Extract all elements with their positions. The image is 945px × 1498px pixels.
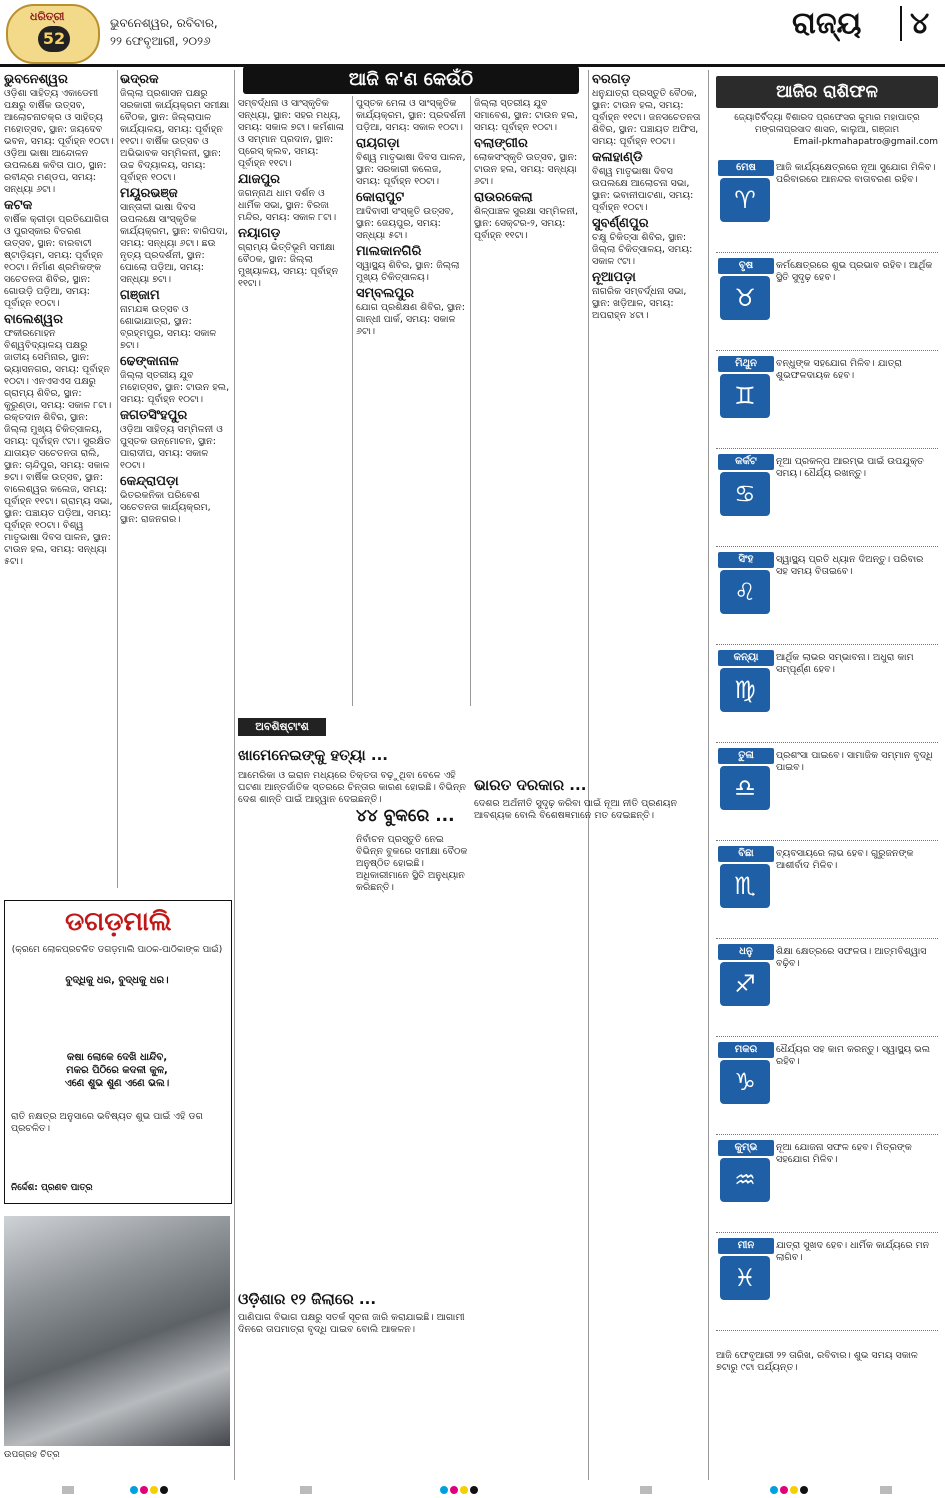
column-rule (708, 70, 709, 1480)
column-rule (352, 96, 353, 706)
dagadamali-subtitle: (କ୍ରମେ ଲୋକପ୍ରଚଳିତ ଡଗଡ଼ମାଲି ପାଠକ-ପାଠିକାଙ୍କ ପାଇଁ) (11, 945, 223, 955)
zodiac-divider (716, 1330, 938, 1337)
zodiac-label: ବୃଷ (718, 258, 774, 274)
zodiac-text: ଆର୍ଥିକ ଲାଭର ସମ୍ଭାବନା। ଅଧୁରା କାମ ସମ୍ପୂର୍ଣ୍ଣ ହେବ। (776, 652, 914, 675)
zodiac-label: ମକର (718, 1042, 774, 1058)
district-heading: ଭୁବନେଶ୍ୱର (4, 72, 68, 87)
author-email: Email-pkmahapatro@gmail.com (793, 137, 938, 147)
event-text: ବାର୍ଷିକ କ୍ରୀଡ଼ା ପ୍ରତିଯୋଗିତା ଓ ପୁରସ୍କାର ବିତରଣ ଉତ୍ସବ, ସ୍ଥାନ: ବାରବାଟୀ ଷ୍ଟାଡ଼ିୟମ, ସମୟ: ପୂର୍ବାହ୍ନ ୧୦ଟା। ନିର୍ମାଣ ଶ୍ରମିକଙ୍କ ସଚେତନତା ଶିବିର, ସ୍ଥାନ: ଗୋଉଡ଼ି ପଡ଼ିଆ, ସମୟ: ପୂର୍ବାହ୍ନ ୧୦ଟା। (4, 214, 109, 309)
article-44-blocks (356, 834, 468, 1134)
headline-odisha-12-districts: ଓଡ଼ିଶାର ୧୨ ଜିଲାରେ ... (238, 1290, 377, 1308)
district-heading: କଟକ (4, 198, 33, 213)
event-text: ଭିତରକନିକା ପରିବେଶ ସଚେତନତା କାର୍ଯ୍ୟକ୍ରମ, ସ୍ଥାନ: ରାଜନଗର। (120, 490, 211, 525)
article-text: ଦେଶର ଅର୍ଥନୀତି ସୁଦୃଢ଼ କରିବା ପାଇଁ ନୂଆ ନୀତି ପ୍ରଣୟନ ଆବଶ୍ୟକ ବୋଲି ବିଶେଷଜ୍ଞମାନେ ମତ ଦେଇଛନ୍ତି। (474, 798, 678, 821)
zodiac-label: ବିଛା (718, 846, 774, 862)
verse-line: ଏଣେ ଶୁଭ ଶୁଣ ଏଣେ ଭଲ। (64, 1078, 170, 1089)
district-heading: ରାଉରକେଲା (474, 190, 533, 205)
zodiac-icon: ♓ (720, 1256, 770, 1300)
zodiac-label: କର୍କଟ (718, 454, 774, 470)
event-text: ନାଗରିକ ସମ୍ବର୍ଦ୍ଧନା ସଭା, ସ୍ଥାନ: ଖଡ଼ିଆଳ, ସମୟ: ଅପରାହ୍ନ ୪ଟା। (592, 286, 687, 321)
zodiac-entry (716, 160, 938, 250)
article-text: ଆମେରିକା ଓ ଇରାନ ମଧ୍ୟରେ ତିକ୍ତତା ବଢ଼ୁଥିବା ବେଳେ ଏହି ଘଟଣା ଆନ୍ତର୍ଜାତିକ ସ୍ତରରେ ଚିନ୍ତାର କାରଣ ହୋଇଛି। ବିଭିନ୍ନ ଦେଶ ଶାନ୍ତି ପାଇଁ ଆହ୍ୱାନ ଦେଇଛନ୍ତି। (238, 770, 466, 805)
district-heading: ସୁବର୍ଣ୍ଣପୁର (592, 216, 649, 231)
event-text: ସମ୍ବର୍ଦ୍ଧନା ଓ ସାଂସ୍କୃତିକ ସନ୍ଧ୍ୟା, ସ୍ଥାନ: ସହର ମଧ୍ୟ, ସମୟ: ସକାଳ ୭ଟା। କର୍ମଶାଳା ଓ ସମ୍ମାନ ପ୍ରଦାନ, ସ୍ଥାନ: ପ୍ରେସ୍ କ୍ଲବ, ସମୟ: ପୂର୍ବାହ୍ନ ୧୧ଟା। (238, 98, 344, 169)
event-text: ବିଶ୍ୱ ମାତୃଭାଷା ଦିବସ ଉପଲକ୍ଷେ ଆଲୋଚନା ସଭା, ସ୍ଥାନ: ଭବାନୀପାଟଣା, ସମୟ: ପୂର୍ବାହ୍ନ ୧୦ଟା। (592, 166, 694, 213)
cyan-mark (440, 1486, 448, 1494)
zodiac-icon: ♑ (720, 1060, 770, 1104)
dagadamali-body: ରାତି ନକ୍ଷତ୍ର ଅନୁସାରେ ଭବିଷ୍ୟତ ଶୁଭ ପାଇଁ ଏହି ଡଗ ପ୍ରଚଳିତ। (11, 1111, 203, 1134)
zodiac-label: ମୀନ (718, 1238, 774, 1254)
event-text: ଜିଲ୍ଲା ସ୍ତରୀୟ ଯୁବ ସମାବେଶ, ସ୍ଥାନ: ଟାଉନ ହଲ, ସମୟ: ପୂର୍ବାହ୍ନ ୧୦ଟା। (474, 98, 578, 133)
article-text: ନିର୍ବାଚନ ପ୍ରସ୍ତୁତି ନେଇ ବିଭିନ୍ନ ବୁକରେ ସମୀକ୍ଷା ବୈଠକ ଅନୁଷ୍ଠିତ ହୋଇଛି। ଅଧିକାରୀମାନେ ସ୍ଥିତି ଅନୁଧ୍ୟାନ କରିଛନ୍ତି। (356, 834, 468, 893)
zodiac-label: କୁମ୍ଭ (718, 1140, 774, 1156)
zodiac-entry (716, 650, 938, 740)
cyan-mark (770, 1486, 778, 1494)
verse-line: କଷା ଲୋକେ ଦେଖି ଧାନ୍ଦିବ, (66, 1052, 168, 1063)
zodiac-text: ଶିକ୍ଷା କ୍ଷେତ୍ରରେ ସଫଳତା। ଆତ୍ମବିଶ୍ୱାସ ବଢ଼ିବ। (776, 946, 927, 969)
district-heading: ନୂଆପଡ଼ା (592, 270, 636, 285)
zodiac-icon: ♊ (720, 374, 770, 418)
rashifal-title: ଆଜିର ରାଶିଫଳ (716, 76, 938, 108)
events-column-4 (356, 98, 466, 706)
district-heading: କଳାହାଣ୍ଡି (592, 150, 643, 165)
zodiac-text: ଆଜି କାର୍ଯ୍ୟକ୍ଷେତ୍ରରେ ନୂଆ ସୁଯୋଗ ମିଳିବ। ପରିବାରରେ ଆନନ୍ଦର ବାତାବରଣ ରହିବ। (776, 162, 936, 185)
district-heading: ବଲାଙ୍ଗୀର (474, 136, 528, 151)
zodiac-text: ବନ୍ଧୁଙ୍କ ସହଯୋଗ ମିଳିବ। ଯାତ୍ରା ଶୁଭଫଳଦାୟକ ହେବ। (776, 358, 902, 381)
events-column-5 (474, 98, 584, 706)
dateline (110, 14, 218, 50)
zodiac-icon: ♉ (720, 276, 770, 320)
zodiac-entry (716, 356, 938, 446)
article-text: ପାଣିପାଗ ବିଭାଗ ପକ୍ଷରୁ ସତର୍କ ସୂଚନା ଜାରି କରାଯାଇଛି। ଆଗାମୀ ଦିନରେ ତାପମାତ୍ରା ବୃଦ୍ଧି ପାଇବ ବୋଲି ଆକଳନ। (238, 1312, 465, 1335)
zodiac-text: ନୂଆ ପ୍ରକଳ୍ପ ଆରମ୍ଭ ପାଇଁ ଉପଯୁକ୍ତ ସମୟ। ଧୈର୍ଯ୍ୟ ରଖନ୍ତୁ। (776, 456, 924, 479)
event-text: ଜଗନ୍ନାଥ ଧାମ ଦର୍ଶନ ଓ ଧାର୍ମିକ ସଭା, ସ୍ଥାନ: ବିରଜା ମନ୍ଦିର, ସମୟ: ସକାଳ ୮ଟା। (238, 188, 337, 223)
rashifal-author (716, 112, 938, 148)
zodiac-icon: ♋ (720, 472, 770, 516)
yellow-mark (150, 1486, 158, 1494)
registration-mark (62, 1486, 74, 1494)
district-heading: ନୟାଗଡ଼ (238, 226, 281, 241)
magenta-mark (140, 1486, 148, 1494)
article-india-need (474, 798, 704, 1478)
event-text: ଜିଲ୍ଲା ପ୍ରଶାସନ ପକ୍ଷରୁ ସରକାରୀ କାର୍ଯ୍ୟକ୍ରମ ସମୀକ୍ଷା ବୈଠକ, ସ୍ଥାନ: ଜିଲ୍ଲାପାଳ କାର୍ଯ୍ୟାଳୟ, ସମୟ: ପୂର୍ବାହ୍ନ ୧୧ଟା। ବାର୍ଷିକ ଉତ୍ସବ ଓ ଅଭିଭାବକ ସମ୍ମିଳନୀ, ସ୍ଥାନ: ଉଚ୍ଚ ବିଦ୍ୟାଳୟ, ସମୟ: ପୂର୍ବାହ୍ନ ୧୦ଟା। (120, 88, 230, 183)
dagadamali-box (4, 900, 232, 1204)
zodiac-label: ସିଂହ (718, 552, 774, 568)
district-heading: କୋରାପୁଟ (356, 190, 405, 205)
dagadamali-credit: ନିର୍ଦ୍ଦେଶ: ପ୍ରଣବ ପାତ୍ର (11, 1183, 93, 1193)
section-title: ରାଜ୍ୟ (792, 6, 862, 41)
cyan-mark (130, 1486, 138, 1494)
masthead (0, 0, 945, 67)
dateline-date: ୨୨ ଫେବୃଆରୀ, ୨୦୨୬ (110, 34, 211, 48)
event-text: ନାମଯଜ୍ଞ ଉତ୍ସବ ଓ ଶୋଭାଯାତ୍ରା, ସ୍ଥାନ: ବ୍ରହ୍ମପୁର, ସମୟ: ସକାଳ ୭ଟା। (120, 304, 217, 351)
author-name: ଜ୍ୟୋତିର୍ବିଦ୍ୟା ବିଶାରଦ ପ୍ରଫେସର କୁମାର ମହାପାତ୍ର (734, 113, 920, 123)
district-heading: ଭଦ୍ରକ (120, 72, 159, 87)
zodiac-label: କନ୍ୟା (718, 650, 774, 666)
district-heading: ରାୟଗଡ଼ା (356, 136, 400, 151)
logo-badge (6, 4, 100, 64)
registration-mark (300, 1486, 312, 1494)
event-text: ଲୋକସଂସ୍କୃତି ଉତ୍ସବ, ସ୍ଥାନ: ଟାଉନ ହଲ, ସମୟ: ସନ୍ଧ୍ୟା ୬ଟା। (474, 152, 578, 187)
zodiac-entry (716, 1238, 938, 1328)
event-text: ଫକୀରମୋହନ ବିଶ୍ୱବିଦ୍ୟାଳୟ ପକ୍ଷରୁ ଜାତୀୟ ସେମିନାର, ସ୍ଥାନ: ଭ୍ୟାସନଗର, ସମୟ: ପୂର୍ବାହ୍ନ ୧୦ଟା। ଏନଏସଏସ ପକ୍ଷରୁ ଗ୍ରାମ୍ୟ ଶିବିର, ସ୍ଥାନ: କୁରୁଣ୍ଡା, ସମୟ: ସକାଳ ୮ଟା। ରକ୍ତଦାନ ଶିବିର, ସ୍ଥାନ: ଜିଲ୍ଲା ମୁଖ୍ୟ ଚିକିତ୍ସାଳୟ, ସମୟ: ପୂର୍ବାହ୍ନ ୯ଟା। ସୁରକ୍ଷିତ ଯାତାୟତ ସଚେତନତା ରାଲି, ସ୍ଥାନ: ଚାନ୍ଦିପୁର, ସମୟ: ସକାଳ ୭ଟା। ବାର୍ଷିକ ଉତ୍ସବ, ସ୍ଥାନ: ବାଲେଶ୍ୱର କଲେଜ, ସମୟ: ପୂର୍ବାହ୍ନ ୧୧ଟା। ଗ୍ରାମ୍ୟ ସଭା, ସ୍ଥାନ: ପଞ୍ଚାୟତ ପଡ଼ିଆ, ସମୟ: ପୂର୍ବାହ୍ନ ୧୦ଟା। ବିଶ୍ୱ ମାତୃଭାଷା ଦିବସ ପାଳନ, ସ୍ଥାନ: ଟାଉନ ହଲ, ସମୟ: ସନ୍ଧ୍ୟା ୫ଟା। (4, 328, 113, 567)
event-text: ଗ୍ରାମ୍ୟ ଭିତ୍ତିଭୂମି ସମୀକ୍ଷା ବୈଠକ, ସ୍ଥାନ: ଜିଲ୍ଲା ମୁଖ୍ୟାଳୟ, ସମୟ: ପୂର୍ବାହ୍ନ ୧୧ଟା। (238, 242, 339, 289)
zodiac-icon: ♌ (720, 570, 770, 614)
dagadamali-tagline: ବୁଦ୍ଧିକୁ ଧର, ବୁଦ୍ଧକୁ ଧର। (65, 975, 169, 986)
black-mark (470, 1486, 478, 1494)
zodiac-entry (716, 552, 938, 642)
registration-mark (880, 1486, 892, 1494)
district-heading: ବାଲେଶ୍ୱର (4, 312, 63, 327)
logo-name: ଧରିତ୍ରୀ (30, 10, 65, 23)
event-text: ଜିଲ୍ଲା ସ୍ତରୀୟ ଯୁବ ମହୋତ୍ସବ, ସ୍ଥାନ: ଟାଉନ ହଲ, ସମୟ: ପୂର୍ବାହ୍ନ ୧୦ଟା। (120, 370, 230, 405)
event-text: ଆଦିବାସୀ ସଂସ୍କୃତି ଉତ୍ସବ, ସ୍ଥାନ: ଜେୟପୁର, ସମୟ: ସନ୍ଧ୍ୟା ୫ଟା। (356, 206, 454, 241)
events-column-1 (4, 70, 114, 890)
zodiac-text: କର୍ମକ୍ଷେତ୍ରରେ ଶୁଭ ପ୍ରଭାବ ରହିବ। ଆର୍ଥିକ ସ୍ଥିତି ସୁଦୃଢ଼ ହେବ। (776, 260, 933, 283)
zodiac-entry (716, 748, 938, 838)
dateline-city-day: ଭୁବନେଶ୍ୱର, ରବିବାର, (110, 16, 218, 30)
district-heading: ବରଗଡ଼ (592, 72, 631, 87)
event-text: ଧନୁଯାତ୍ରା ପ୍ରସ୍ତୁତି ବୈଠକ, ସ୍ଥାନ: ଟାଉନ ହଲ, ସମୟ: ପୂର୍ବାହ୍ନ ୧୧ଟା। ଜନସଚେତନତା ଶିବିର, ସ୍ଥାନ: ପଞ୍ଚାୟତ ଅଫିସ, ସମୟ: ପୂର୍ବାହ୍ନ ୧୦ଟା। (592, 88, 701, 147)
event-text: ସ୍ୱାସ୍ଥ୍ୟ ଶିବିର, ସ୍ଥାନ: ଜିଲ୍ଲା ମୁଖ୍ୟ ଚିକିତ୍ସାଳୟ। (356, 260, 460, 283)
zodiac-icon: ♈ (720, 178, 770, 222)
zodiac-text: ବ୍ୟବସାୟରେ ଲାଭ ହେବ। ଗୁରୁଜନଙ୍କ ଆଶୀର୍ବାଦ ମିଳିବ। (776, 848, 914, 871)
zodiac-icon: ♒ (720, 1158, 770, 1202)
headline-india-need: ଭାରତ ଦରକାର ... (474, 776, 587, 794)
black-mark (800, 1486, 808, 1494)
zodiac-entry (716, 454, 938, 544)
district-heading: ମୟୂରଭଞ୍ଜ (120, 186, 178, 201)
event-text: ବିଶ୍ୱ ମାତୃଭାଷା ଦିବସ ପାଳନ, ସ୍ଥାନ: ସରକାରୀ କଲେଜ, ସମୟ: ପୂର୍ବାହ୍ନ ୧୦ଟା। (356, 152, 466, 187)
headline-khamenei: ଖାମେନେଇଙ୍କୁ ହତ୍ୟା ... (238, 746, 388, 764)
satellite-image (4, 1216, 230, 1446)
page-number: ୪ (900, 6, 929, 41)
district-heading: ସମ୍ବଲପୁର (356, 286, 414, 301)
zodiac-label: ତୁଳା (718, 748, 774, 764)
zodiac-text: ସ୍ୱାସ୍ଥ୍ୟ ପ୍ରତି ଧ୍ୟାନ ଦିଅନ୍ତୁ। ପରିବାର ସହ ସମୟ ବିତାଇବେ। (776, 554, 924, 577)
continuation-label: ଅବଶିଷ୍ଟାଂଶ (238, 718, 326, 736)
event-text: ଶିଳ୍ପାଞ୍ଚଳ ସୁରକ୍ଷା ସମ୍ମିଳନୀ, ସ୍ଥାନ: ସେକ୍ଟର-୨, ସମୟ: ପୂର୍ବାହ୍ନ ୧୧ଟା। (474, 206, 578, 241)
magenta-mark (450, 1486, 458, 1494)
registration-mark (640, 1486, 652, 1494)
events-column-6 (592, 70, 704, 706)
event-text: ସାନ୍ତାଳୀ ଭାଷା ଦିବସ ଉପଲକ୍ଷେ ସାଂସ୍କୃତିକ କାର୍ଯ୍ୟକ୍ରମ, ସ୍ଥାନ: ବାରିପଦା, ସମୟ: ସନ୍ଧ୍ୟା ୬ଟା। ଛଉ ନୃତ୍ୟ ପ୍ରଦର୍ଶନୀ, ସ୍ଥାନ: ପୋଲୋ ପଡ଼ିଆ, ସମୟ: ସନ୍ଧ୍ୟା ୭ଟା। (120, 202, 228, 285)
district-heading: କେନ୍ଦ୍ରାପଡ଼ା (120, 474, 179, 489)
panjika-text: ଆଜି ଫେବୃଆରୀ ୨୨ ତାରିଖ, ରବିବାର। ଶୁଭ ସମୟ ସକାଳ ୭ଟାରୁ ୯ଟା ପର୍ଯ୍ୟନ୍ତ। (716, 1350, 918, 1373)
zodiac-entry (716, 1140, 938, 1230)
district-heading: ମାଲକାନଗିରି (356, 244, 422, 259)
zodiac-icon: ♍ (720, 668, 770, 712)
satellite-caption: ଉପଗ୍ରହ ଚିତ୍ର (4, 1450, 60, 1460)
event-text: ପୁସ୍ତକ ମେଳା ଓ ସାଂସ୍କୃତିକ କାର୍ଯ୍ୟକ୍ରମ, ସ୍ଥାନ: ପ୍ରଦର୍ଶନୀ ପଡ଼ିଆ, ସମୟ: ସକାଳ ୧୦ଟା। (356, 98, 466, 133)
zodiac-text: ଯାତ୍ରା ସୁଖଦ ହେବ। ଧାର୍ମିକ କାର୍ଯ୍ୟରେ ମନ ଲାଗିବ। (776, 1240, 930, 1263)
events-column-2 (120, 70, 231, 890)
zodiac-entry (716, 944, 938, 1034)
article-odisha-weather (238, 1312, 470, 1477)
district-heading: ଢେଙ୍କାନାଳ (120, 354, 179, 369)
events-column-3 (238, 98, 348, 706)
verse-line: ମକର ପିଠିରେ କଦଳୀ କୁଳ, (66, 1065, 168, 1076)
zodiac-text: ଧୈର୍ଯ୍ୟର ସହ କାମ କରନ୍ତୁ। ସ୍ୱାସ୍ଥ୍ୟ ଭଲ ରହିବ। (776, 1044, 931, 1067)
zodiac-icon: ♎ (720, 766, 770, 810)
zodiac-text: ନୂଆ ଯୋଜନା ସଫଳ ହେବ। ମିତ୍ରଙ୍କ ସହଯୋଗ ମିଳିବ। (776, 1142, 912, 1165)
zodiac-entry (716, 1042, 938, 1132)
event-text: ଓଡ଼ିଆ ସାହିତ୍ୟ ସମ୍ମିଳନୀ ଓ ପୁସ୍ତକ ଉନ୍ମୋଚନ, ସ୍ଥାନ: ପାରାଦୀପ, ସମୟ: ସକାଳ ୧୦ଟା। (120, 424, 223, 471)
yellow-mark (460, 1486, 468, 1494)
headline-44-blocks: ୪୪ ବୁକରେ ... (356, 806, 455, 826)
event-text: ଓଡ଼ିଶା ସାହିତ୍ୟ ଏକାଡେମୀ ପକ୍ଷରୁ ବାର୍ଷିକ ଉତ୍ସବ, ଆଲୋଚନାଚକ୍ର ଓ ସାହିତ୍ୟ ମହୋତ୍ସବ, ସ୍ଥାନ: ଜୟଦେବ ଭବନ, ସମୟ: ପୂର୍ବାହ୍ନ ୧୦ଟା। ଓଡ଼ିଆ ଭାଷା ଆନ୍ଦୋଳନ ଉପଲକ୍ଷେ କବିତା ପାଠ, ସ୍ଥାନ: ରବୀନ୍ଦ୍ର ମଣ୍ଡପ, ସମୟ: ସନ୍ଧ୍ୟା ୬ଟା। (4, 88, 114, 195)
zodiac-label: ମେଷ (718, 160, 774, 176)
zodiac-text: ପ୍ରଶଂସା ପାଇବେ। ସାମାଜିକ ସମ୍ମାନ ବୃଦ୍ଧି ପାଇବ। (776, 750, 933, 773)
event-text: ଯୋଗ ପ୍ରଶିକ୍ଷଣ ଶିବିର, ସ୍ଥାନ: ଗାନ୍ଧୀ ପାର୍କ, ସମୟ: ସକାଳ ୬ଟା। (356, 302, 465, 337)
zodiac-label: ଧନୁ (718, 944, 774, 960)
black-mark (160, 1486, 168, 1494)
yellow-mark (790, 1486, 798, 1494)
column-rule (117, 70, 118, 888)
column-rule (470, 96, 471, 706)
author-address: ମଙ୍ଗଳାପ୍ରସାଦ ଶାସନ, କାଲୁଆ, ଗଞ୍ଜାମ (754, 125, 900, 135)
dagadamali-title: ଡଗଡ଼ମାଲି (65, 907, 172, 937)
district-heading: ଯାଜପୁର (238, 172, 281, 187)
dagadamali-verse (11, 1051, 223, 1090)
district-heading: ଜଗତସିଂହପୁର (120, 408, 188, 423)
zodiac-icon: ♏ (720, 864, 770, 908)
column-rule (234, 70, 235, 1480)
event-text: ଚକ୍ଷୁ ଚିକିତ୍ସା ଶିବିର, ସ୍ଥାନ: ଜିଲ୍ଲା ଚିକିତ୍ସାଳୟ, ସମୟ: ସକାଳ ୯ଟା। (592, 232, 693, 267)
logo-years: 52 (38, 26, 70, 52)
events-banner: ଆଜି କ'ଣ କେଉଁଠି (243, 66, 579, 94)
magenta-mark (780, 1486, 788, 1494)
zodiac-label: ମିଥୁନ (718, 356, 774, 372)
zodiac-icon: ♐ (720, 962, 770, 1006)
district-heading: ଗଞ୍ଜାମ (120, 288, 160, 303)
zodiac-entry (716, 258, 938, 348)
panjika-block (716, 1350, 938, 1478)
zodiac-entry (716, 846, 938, 936)
